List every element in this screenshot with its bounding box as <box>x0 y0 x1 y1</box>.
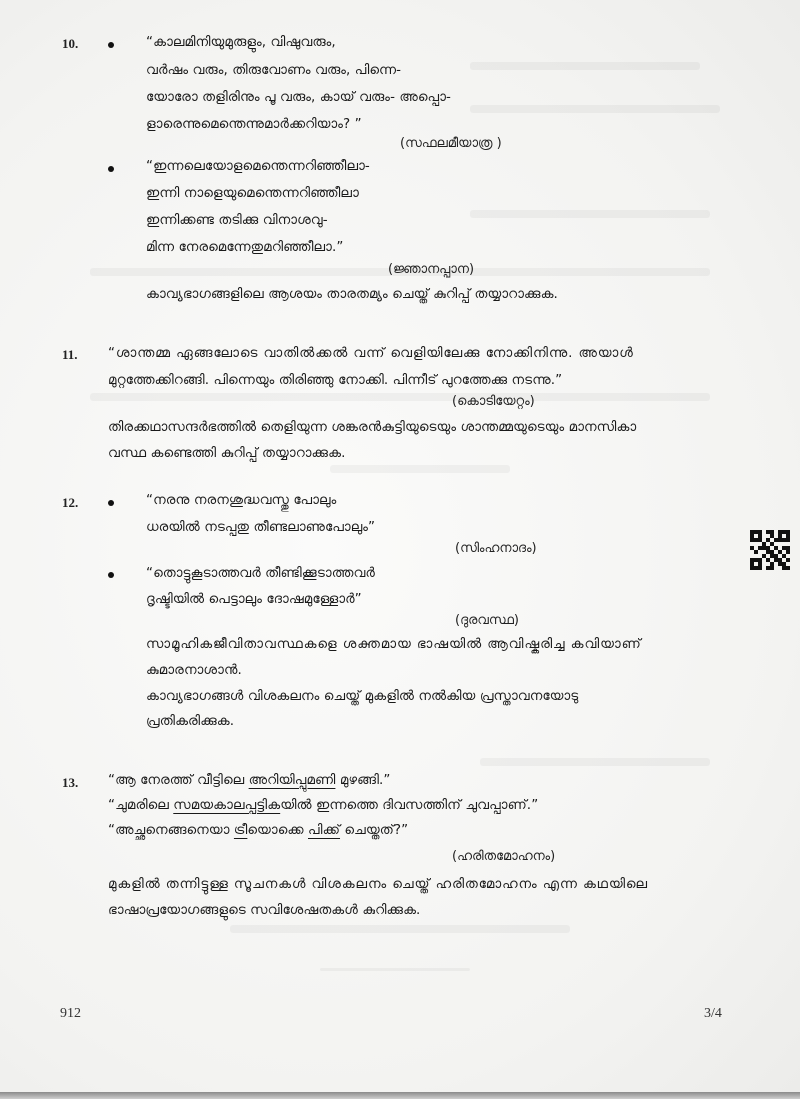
bleed-through-mark <box>330 465 510 473</box>
question-task: പ്രതികരിക്കുക. <box>146 713 235 729</box>
poem-line: “തൊട്ടുകൂടാത്തവർ തീണ്ടിക്കൂടാത്തവർ <box>146 565 375 581</box>
quote-text: മുഴങ്ങി.” <box>335 772 391 788</box>
poem-line: മിന്ന നേരമെന്നേതുമറിഞ്ഞീലാ.” <box>146 239 344 255</box>
poem-line: ളാരെന്നുമെന്തെന്നുമാർക്കറിയാം? ” <box>146 116 362 132</box>
quote-text: “ചുമരിലെ <box>108 797 174 813</box>
question-task: വസ്ഥ കണ്ടെത്തി കുറിപ്പ് തയ്യാറാക്കുക. <box>108 445 346 461</box>
source-citation: (സഫലമീയാത്ര ) <box>400 136 502 151</box>
question-number: 13. <box>62 775 79 790</box>
bleed-through-mark <box>90 393 710 401</box>
question-task: മുകളിൽ തന്നിട്ടുള്ള സൂചനകൾ വിശകലനം ചെയ്ത് ഹരിതമോഹനം എന്ന കഥയിലെ <box>108 876 648 892</box>
qr-code-icon <box>750 530 790 570</box>
poem-line: ഇന്നിക്കണ്ട തടിക്കു വിനാശവു- <box>146 212 328 228</box>
poem-line: “കാലമിനിയുമുരുളും, വിഷുവരും, <box>146 34 336 50</box>
bullet-icon <box>108 572 114 578</box>
quote-text: “ആ നേരത്ത് വീട്ടിലെ <box>108 772 249 788</box>
quote-text: “അച്ഛനെങ്ങനെയാ <box>108 822 234 838</box>
underlined-word: സമയകാലപ്പട്ടിക <box>173 797 281 813</box>
bullet-icon <box>108 500 114 506</box>
page-number: 3/4 <box>704 1006 722 1021</box>
source-citation: (ഹരിതമോഹനം) <box>452 849 556 864</box>
source-citation: (സിംഹനാദം) <box>455 541 537 556</box>
poem-line: വർഷം വരും, തിരുവോണം വരും, പിന്നെ- <box>146 62 402 78</box>
underlined-word: പിക്ക് <box>308 822 341 838</box>
source-citation: (കൊടിയേറ്റം) <box>452 394 535 409</box>
paper-code: 912 <box>60 1006 81 1021</box>
underlined-word: ട്രീ <box>233 822 248 838</box>
page-edge <box>0 1092 800 1099</box>
question-task: സാമൂഹികജീവിതാവസ്ഥകളെ ശക്തമായ ഭാഷയിൽ ആവിഷ്കരിച്ച കവിയാണ് <box>146 636 642 652</box>
bleed-through-mark <box>320 968 470 971</box>
question-task: കുമാരനാശാൻ. <box>146 662 242 678</box>
quote-text: യൊക്കെ <box>247 822 308 838</box>
poem-line: യോരോ തളിരിനും പൂ വരും, കായ് വരും- അപ്പൊ- <box>146 89 451 105</box>
quote-text: ചെയ്തത്?” <box>340 822 409 838</box>
quote-text: യിൽ ഇന്നത്തെ ദിവസത്തിന് ചുവപ്പാണ്.” <box>280 797 539 813</box>
source-citation: (ദുരവസ്ഥ) <box>455 613 519 628</box>
source-citation: (ജ്ഞാനപ്പാന) <box>388 262 475 277</box>
prose-line: “ശാന്തമ്മ ഏങ്ങലോടെ വാതിൽക്കൽ വന്ന് വെളിയിലേക്കു നോക്കിനിന്നു. അയാൾ <box>108 345 634 361</box>
question-task: ഭാഷാപ്രയോഗങ്ങളുടെ സവിശേഷതകൾ കുറിക്കുക. <box>108 902 421 918</box>
bleed-through-mark <box>470 210 710 218</box>
poem-line: ഇന്നി നാളെയുമെന്തെന്നറിഞ്ഞീലാ <box>146 185 359 201</box>
bullet-icon <box>108 166 114 172</box>
prose-line: മുറ്റത്തേക്കിറങ്ങി. പിന്നെയും തിരിഞ്ഞു നോക്കി. പിന്നീട് പുറത്തേക്കു നടന്നു.” <box>108 372 563 388</box>
question-number: 12. <box>62 495 79 510</box>
quote-line <box>108 797 538 813</box>
bleed-through-mark <box>230 925 570 933</box>
bullet-icon <box>108 42 114 48</box>
question-number: 11. <box>62 347 78 362</box>
question-task: കാവ്യഭാഗങ്ങളിലെ ആശയം താരതമ്യം ചെയ്ത് കുറിപ്പ് തയ്യാറാക്കുക. <box>146 286 558 302</box>
bleed-through-mark <box>470 105 720 113</box>
question-task: കാവ്യഭാഗങ്ങൾ വിശകലനം ചെയ്ത് മുകളിൽ നൽകിയ പ്രസ്താവനയോടു <box>146 688 579 704</box>
bleed-through-mark <box>480 758 710 766</box>
poem-line: “ഇന്നലെയോളമെന്തെന്നറിഞ്ഞീലാ- <box>146 158 370 174</box>
question-number: 10. <box>62 36 79 51</box>
bleed-through-mark <box>470 62 700 70</box>
quote-line <box>108 772 391 788</box>
quote-line <box>108 822 408 838</box>
poem-line: ധരയിൽ നടപ്പതു തീണ്ടലാണുപോലും” <box>146 519 376 535</box>
poem-line: “നരനു നരനശുദ്ധവസ്തു പോലും <box>146 492 337 508</box>
poem-line: ദൃഷ്ടിയിൽ പെട്ടാലും ദോഷമുള്ളോർ” <box>146 591 362 607</box>
question-task: തിരക്കഥാസന്ദർഭത്തിൽ തെളിയുന്ന ശങ്കരൻകുട്ടിയുടെയും ശാന്തമ്മയുടെയും മാനസികാ <box>108 419 637 435</box>
underlined-word: അറിയിപ്പുമണി <box>248 772 336 788</box>
